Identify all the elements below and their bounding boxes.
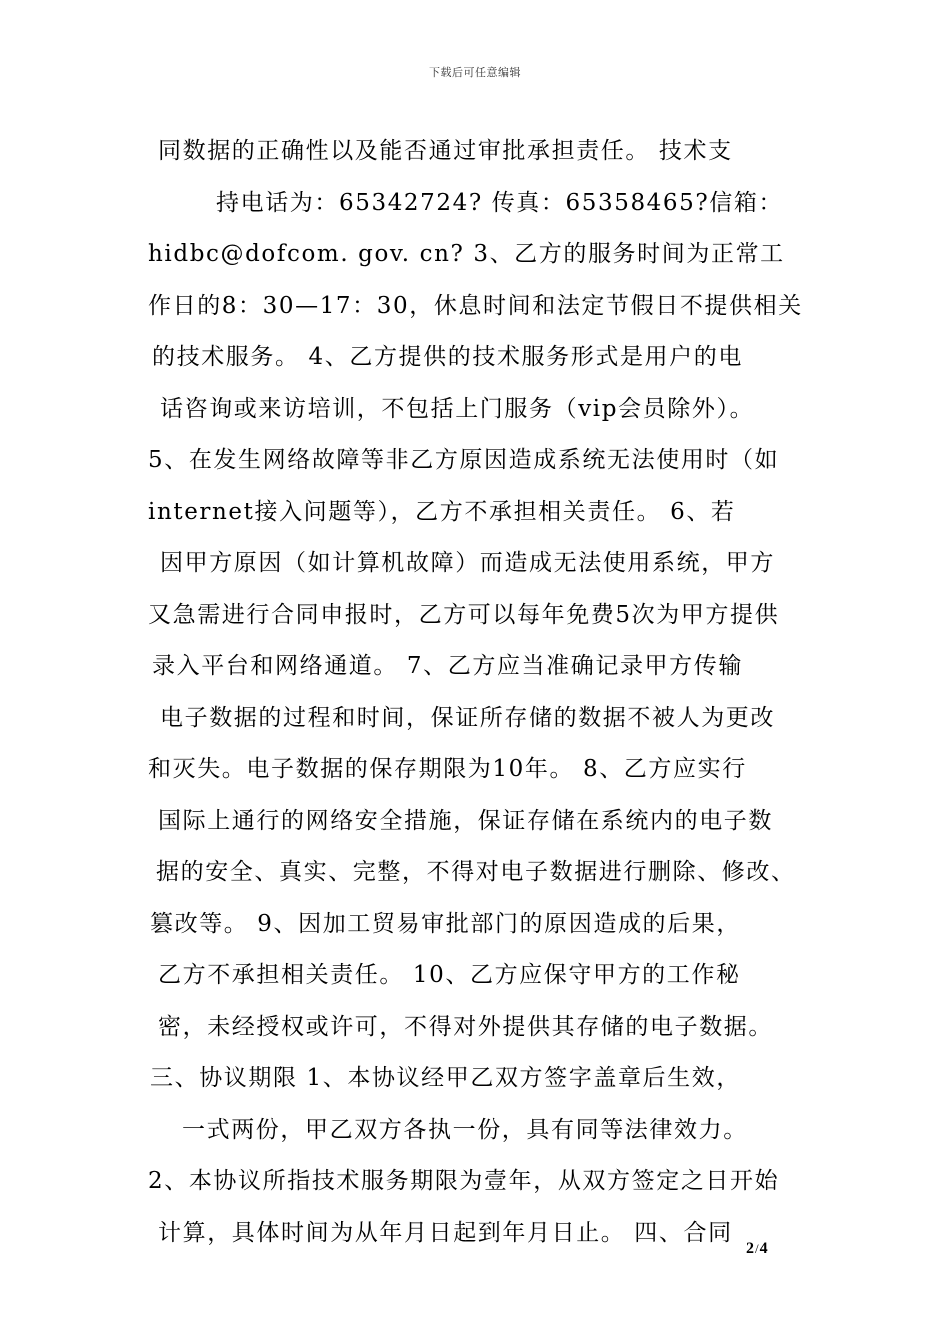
text-line: 5、在发生网络故障等非乙方原因造成系统无法使用时（如	[148, 447, 780, 473]
text-line: 因甲方原因（如计算机故障）而造成无法使用系统，甲方	[160, 550, 775, 576]
text-line: 国际上通行的网络安全措施，保证存储在系统内的电子数	[158, 807, 773, 834]
text-line: 电子数据的过程和时间，保证所存储的数据不被人为更改	[160, 704, 775, 731]
text-line: 据的安全、真实、完整，不得对电子数据进行删除、修改、	[156, 859, 796, 885]
text-line: 和灭失。电子数据的保存期限为10年。 8、乙方应实行	[148, 756, 747, 782]
text-line: 持电话为：65342724? 传真：65358465?信箱：	[216, 189, 784, 216]
total-page-count: 4	[759, 1240, 768, 1257]
text-line: internet接入问题等），乙方不承担相关责任。 6、若	[148, 498, 736, 525]
page-header: 下载后可任意编辑	[429, 66, 521, 79]
page-separator: /	[755, 1241, 759, 1256]
text-line: 2、本协议所指技术服务期限为壹年，从双方签定之日开始	[148, 1168, 780, 1194]
text-line: 话咨询或来访培训，不包括上门服务（vip会员除外）。	[160, 395, 755, 422]
text-line: 的技术服务。 4、乙方提供的技术服务形式是用户的电	[152, 344, 743, 370]
text-line: 一式两份，甲乙双方各执一份，具有同等法律效力。	[182, 1116, 748, 1143]
text-line: 作日的8：30—17：30，休息时间和法定节假日不提供相关	[148, 292, 803, 319]
text-line: hidbc@dofcom. gov. cn? 3、乙方的服务时间为正常工	[148, 241, 785, 267]
text-line: 录入平台和网络通道。 7、乙方应当准确记录甲方传输	[152, 653, 743, 679]
document-body	[148, 126, 813, 1259]
current-page-number: 2	[746, 1240, 754, 1257]
text-line: 密，未经授权或许可，不得对外提供其存储的电子数据。	[158, 1013, 773, 1040]
text-line: 同数据的正确性以及能否通过审批承担责任。 技术支	[158, 138, 733, 164]
text-line: 三、协议期限 1、本协议经甲乙双方签字盖章后生效，	[150, 1065, 741, 1091]
text-line: 篡改等。 9、因加工贸易审批部门的原因造成的后果，	[150, 910, 741, 937]
text-line: 又急需进行合同申报时，乙方可以每年免费5次为甲方提供	[148, 601, 780, 628]
page-number	[746, 1240, 768, 1258]
text-line: 乙方不承担相关责任。 10、乙方应保守甲方的工作秘	[158, 962, 741, 988]
text-line: 计算，具体时间为从年月日起到年月日止。 四、合同	[158, 1219, 733, 1246]
